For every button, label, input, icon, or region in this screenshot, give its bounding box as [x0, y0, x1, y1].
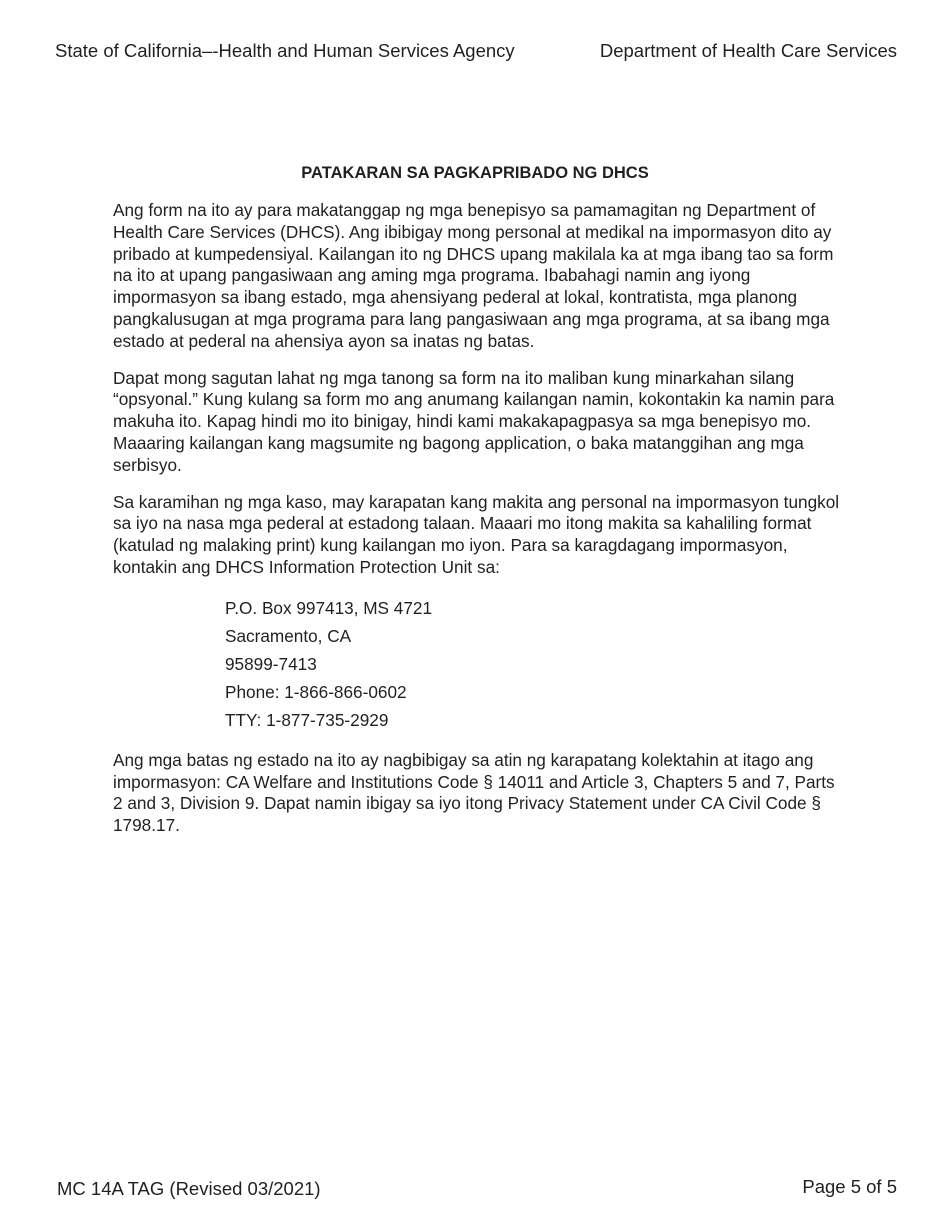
- address-line-phone: Phone: 1-866-866-0602: [225, 681, 407, 702]
- page-title: PATAKARAN SA PAGKAPRIBADO NG DHCS: [301, 164, 649, 182]
- address-line-city: Sacramento, CA: [225, 625, 352, 646]
- address-line-tty: TTY: 1-877-735-2929: [225, 709, 389, 730]
- address-line-po-box: P.O. Box 997413, MS 4721: [225, 597, 433, 618]
- paragraph-purpose: Ang form na ito ay para makatanggap ng mga benepisyo sa pamamagitan ng Department of Health Care Services (DHCS). Ang ibibigay mong personal at medikal na impormasyon dito ay pribado at kumpedensiyal. Kailangan ito ng DHCS upang makilala ka at mga ibang tao sa form na ito at upang pangasiwaan ang aming mga programa. Ibabahagi namin ang iyong impormasyon sa ibang estado, mga ahensiyang pederal at lokal, kontratista, mga planong pangkalusugan at mga programa para lang pangasiwaan ang mga programa, at sa ibang mga estado at pederal na ahensiya ayon sa inatas ng batas.: [113, 200, 834, 351]
- contact-address: [225, 594, 843, 734]
- paragraph-access-rights: Sa karamihan ng mga kaso, may karapatan kang makita ang personal na impormasyon tungkol sa iyo na nasa mga pederal at estadong talaan. Maaari mo itong makita sa kahaliling format (katulad ng malaking print) kung kailangan mo iyon. Para sa karagdagang impormasyon, kontakin ang DHCS Information Protection Unit sa:: [113, 491, 840, 577]
- header-department: Department of Health Care Services: [599, 40, 897, 61]
- footer-page-number: Page 5 of 5: [802, 1176, 897, 1197]
- paragraph-legal-authority: Ang mga batas ng estado na ito ay nagbibigay sa atin ng karapatang kolektahin at itago ang impormasyon: CA Welfare and Institutions Code § 14011 and Article 3, Chapters 5 and 7, Parts 2 and 3, Division 9. Dapat namin ibigay sa iyo itong Privacy Statement under CA Civil Code § 1798.17.: [113, 749, 835, 836]
- address-line-zip: 95899-7413: [225, 653, 317, 674]
- paragraph-requirements: Dapat mong sagutan lahat ng mga tanong sa form na ito maliban kung minarkahan silang “opsyonal.” Kung kulang sa form mo ang anumang kailangan namin, kokontakin ka namin para makuha ito. Kapag hindi mo ito binigay, hindi kami makakapagpasya sa mga benepisyo mo. Maaaring kailangan kang magsumite ng bagong application, o baka matanggihan ang mga serbisyo.: [113, 367, 835, 475]
- header-agency: State of California–-Health and Human Services Agency: [55, 40, 515, 61]
- document-body: [113, 200, 843, 852]
- footer-form-id: MC 14A TAG (Revised 03/2021): [57, 1178, 321, 1199]
